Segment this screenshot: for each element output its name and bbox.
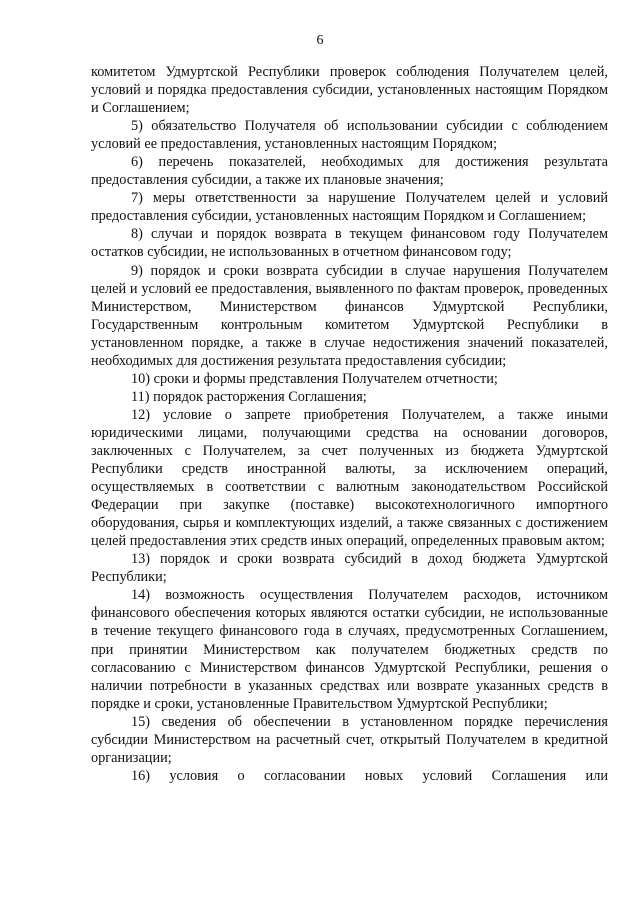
page-number: 6 — [316, 33, 324, 48]
document-body — [91, 63, 608, 785]
paragraph-item-14: 14) возможность осуществления Получателем расходов, источником финансового обеспечения которых являются остатки субсидии, не использованные в течение текущего финансового года в случаях, предусмотренных Соглашением, при принятии Министерством как получателем бюджетных средств по согласованию с Министерством финансов Удмуртской Республики, решения о наличии потребности в указанных средствах или возврате указанных средств в порядке и сроки, установленные Правительством Удмуртской Республики; — [91, 587, 608, 712]
paragraph-item-12: 12) условие о запрете приобретения Получателем, а также иными юридическими лицами, получающими средства на основании договоров, заключенных с Получателем, за счет полученных из бюджета Удмуртской Республики средств иностранной валюты, за исключением операций, осуществляемых в соответствии с валютным законодательством Российской Федерации при закупке (поставке) высокотехнологичного импортного оборудования, сырья и комплектующих изделий, а также связанных с достижением целей предоставления этих средств иных операций, определенных правовым актом; — [91, 406, 608, 550]
paragraph-item-7: 7) меры ответственности за нарушение Получателем целей и условий предоставления субсидии, установленных настоящим Порядком и Соглашением; — [91, 190, 608, 225]
paragraph-continuation: комитетом Удмуртской Республики проверок соблюдения Получателем целей, условий и порядка предоставления субсидии, установленных настоящим Порядком и Соглашением; — [91, 64, 608, 117]
paragraph-item-6: 6) перечень показателей, необходимых для достижения результата предоставления субсидии, а также их плановые значения; — [91, 154, 608, 189]
paragraph-item-5: 5) обязательство Получателя об использовании субсидии с соблюдением условий ее предоставления, установленных настоящим Порядком; — [91, 118, 608, 153]
paragraph-item-8: 8) случаи и порядок возврата в текущем финансовом году Получателем остатков субсидии, не использованных в отчетном финансовом году; — [91, 226, 608, 261]
paragraph-item-9: 9) порядок и сроки возврата субсидии в случае нарушения Получателем целей и условий ее предоставления, выявленного по фактам проверок, проведенных Министерством, Министерством финансов Удмуртской Республики, Государственным контрольным комитетом Удмуртской Республики в установленном порядке, а также в случае недостижения значений показателей, необходимых для достижения результата предоставления субсидии; — [91, 262, 608, 369]
paragraph-item-11: 11) порядок расторжения Соглашения; — [131, 388, 367, 405]
paragraph-item-15: 15) сведения об обеспечении в установленном порядке перечисления субсидии Министерством на расчетный счет, открытый Получателем в кредитной организации; — [91, 713, 608, 766]
paragraph-item-10: 10) сроки и формы представления Получателем отчетности; — [131, 370, 498, 387]
paragraph-item-16: 16) условия о согласовании новых условий Соглашения или — [131, 767, 608, 784]
paragraph-item-13: 13) порядок и сроки возврата субсидий в доход бюджета Удмуртской Республики; — [91, 551, 608, 586]
